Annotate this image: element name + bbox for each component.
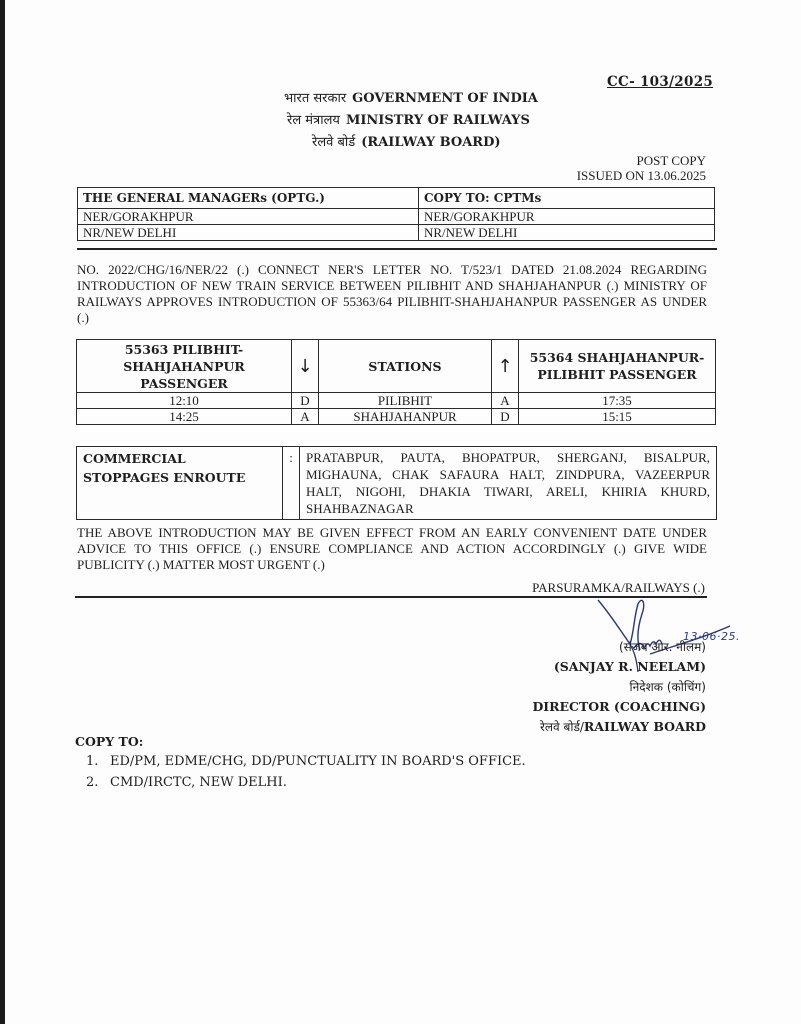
signatory-block	[532, 637, 706, 737]
copy-to-item-text: ED/PM, EDME/CHG, DD/PUNCTUALITY IN BOARD'S OFFICE.	[110, 754, 526, 769]
down-code: A	[292, 409, 319, 425]
signatory-office	[532, 717, 706, 737]
addressee-to-cell: NR/NEW DELHI	[78, 225, 419, 241]
up-code: D	[492, 409, 519, 425]
addressee-copy-cell: NER/GORAKHPUR	[419, 209, 715, 225]
addressee-to-header: THE GENERAL MANAGERs (OPTG.)	[78, 188, 419, 209]
addressee-copy-header: COPY TO: CPTMs	[419, 188, 715, 209]
up-arrow-icon: ↑	[492, 340, 519, 393]
timetable-row	[77, 409, 716, 425]
down-arrow-icon: ↓	[292, 340, 319, 393]
signatory-designation-hindi: निदेशक (कोचिंग)	[629, 680, 706, 694]
handwritten-date: 13·06·25.	[683, 630, 740, 643]
down-train-header: 55363 PILIBHIT-SHAHJAHANPUR PASSENGER	[77, 340, 292, 393]
copy-to-item-text: CMD/IRCTC, NEW DELHI.	[110, 775, 287, 790]
signatory-name-hindi: (संजय आर. नीलम)	[618, 640, 706, 654]
signatory-office-hindi: रेलवे बोर्ड/	[539, 720, 584, 734]
header-government	[284, 88, 538, 106]
header-government-hindi: भारत सरकार	[284, 91, 347, 106]
addressee-header-row	[78, 188, 715, 209]
up-time: 15:15	[519, 409, 716, 425]
header-board-hindi: रेलवे बोर्ड	[312, 135, 356, 150]
addressee-table	[77, 187, 715, 241]
timetable-row	[77, 393, 716, 409]
up-code: A	[492, 393, 519, 409]
divider-rule	[77, 248, 717, 250]
addressee-to-cell: NER/GORAKHPUR	[78, 209, 419, 225]
stoppages-table	[76, 446, 717, 520]
stoppages-separator: :	[283, 447, 300, 520]
post-copy-label: POST COPY	[636, 153, 706, 168]
up-time: 17:35	[519, 393, 716, 409]
header-government-english: GOVERNMENT OF INDIA	[352, 91, 538, 106]
stoppages-row	[77, 447, 717, 520]
addressee-row	[78, 209, 715, 225]
header-board	[312, 132, 501, 150]
copy-to-item-number: 1.	[86, 754, 99, 769]
signatory-office-english: RAILWAY BOARD	[583, 719, 706, 734]
header-ministry	[287, 110, 530, 128]
down-time: 14:25	[77, 409, 292, 425]
issued-date: ISSUED ON 13.06.2025	[576, 168, 706, 183]
message-body-paragraph: NO. 2022/CHG/16/NER/22 (.) CONNECT NER'S LETTER NO. T/523/1 DATED 21.08.2024 REGARDING INTRODUCTION OF NEW TRAIN SERVICE BETWEEN PILIBHIT AND SHAHJAHANPUR (.) MINISTRY OF RAILWAYS APPROVES INTRODUCTION OF 55363/64 PILIBHIT-SHAHJAHANPUR PASSENGER AS UNDER (.)	[77, 262, 707, 325]
closing-line: PARSURAMKA/RAILWAYS (.)	[532, 580, 705, 595]
down-code: D	[292, 393, 319, 409]
header-board-english: (RAILWAY BOARD)	[361, 135, 501, 150]
signatory-designation: DIRECTOR (COACHING)	[532, 699, 706, 714]
up-train-header: 55364 SHAHJAHANPUR-PILIBHIT PASSENGER	[519, 340, 716, 393]
timetable	[76, 339, 716, 425]
copy-to-list	[86, 751, 526, 793]
header-ministry-english: MINISTRY OF RAILWAYS	[345, 113, 530, 128]
station-name: SHAHJAHANPUR	[319, 409, 492, 425]
header-ministry-hindi: रेल मंत्रालय	[287, 113, 340, 128]
instruction-paragraph: THE ABOVE INTRODUCTION MAY BE GIVEN EFFECT FROM AN EARLY CONVENIENT DATE UNDER ADVICE TO THIS OFFICE (.) ENSURE COMPLIANCE AND ACTION ACCORDINGLY (.) GIVE WIDE PUBLICITY (.) MATTER MOST URGENT (.)	[77, 525, 707, 572]
copy-to-item-number: 2.	[86, 775, 99, 790]
stoppages-list: PRATABPUR, PAUTA, BHOPATPUR, SHERGANJ, BISALPUR, MIGHAUNA, CHAK SAFAURA HALT, ZINDPURA, VAZEERPUR HALT, NIGOHI, DHAKIA TIWARI, ARELI, KHIRIA KHURD, SHAHBAZNAGAR	[300, 447, 717, 520]
copy-to-item	[86, 772, 526, 793]
copy-to-item	[86, 751, 526, 772]
station-name: PILIBHIT	[319, 393, 492, 409]
circular-reference-number: CC- 103/2025	[607, 74, 714, 90]
addressee-copy-cell: NR/NEW DELHI	[419, 225, 715, 241]
post-copy-block	[577, 153, 706, 183]
addressee-row	[78, 225, 715, 241]
stoppages-label: COMMERCIAL STOPPAGES ENROUTE	[77, 447, 283, 520]
signatory-name: (SANJAY R. NEELAM)	[553, 659, 706, 674]
timetable-header-row	[77, 340, 716, 393]
stations-header: STATIONS	[319, 340, 492, 393]
copy-to-heading: COPY TO:	[75, 734, 144, 749]
down-time: 12:10	[77, 393, 292, 409]
